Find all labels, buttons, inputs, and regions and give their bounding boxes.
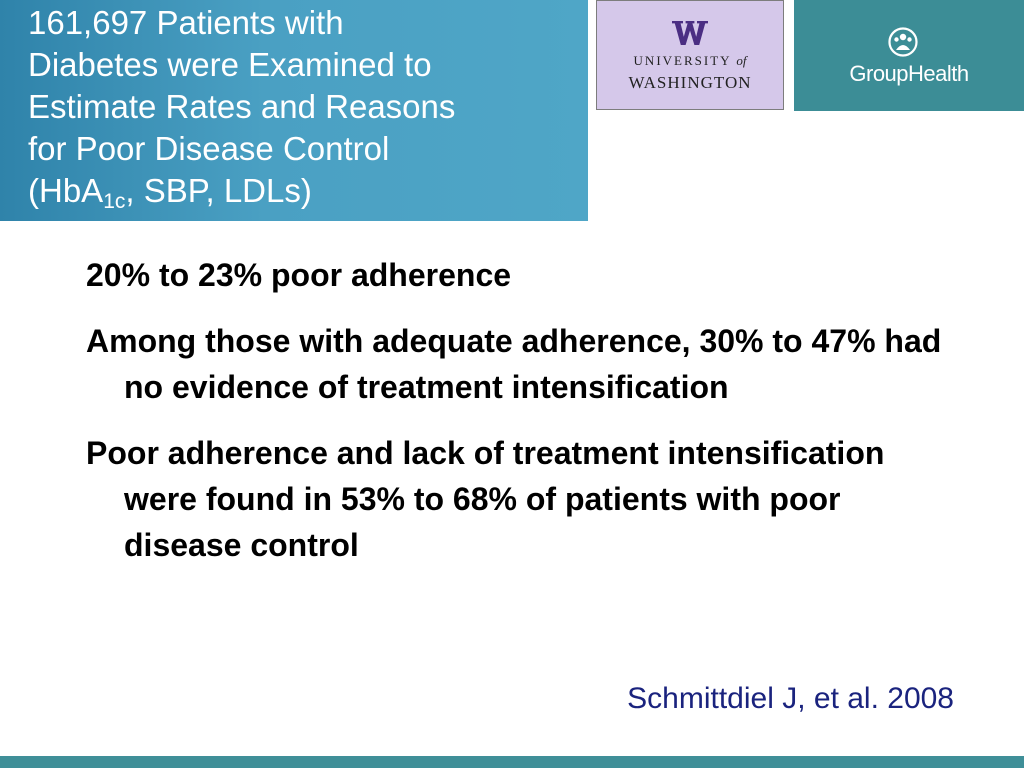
- uw-wordmark-line2: WASHINGTON: [628, 73, 752, 92]
- uw-of-text: of: [736, 53, 747, 68]
- uw-w-mark-icon: [597, 21, 783, 50]
- uw-university-text: UNIVERSITY: [633, 53, 732, 68]
- bullet-list: [86, 252, 966, 588]
- uw-wordmark-line1: [597, 53, 783, 69]
- bullet-item: Poor adherence and lack of treatment intensification were found in 53% to 68% of patients with poor disease control: [86, 435, 885, 563]
- bullet-item: Among those with adequate adherence, 30% to 47% had no evidence of treatment intensification: [86, 323, 942, 405]
- title-panel: [0, 0, 588, 221]
- title-text-segment: (HbA: [28, 172, 104, 209]
- title-line: [28, 170, 583, 212]
- title-line: Diabetes were Examined to: [28, 46, 432, 83]
- university-of-washington-logo: [596, 0, 784, 110]
- title-line: 161,697 Patients with: [28, 4, 344, 41]
- title-text-segment: , SBP, LDLs): [125, 172, 312, 209]
- bullet-item: 20% to 23% poor adherence: [86, 257, 512, 293]
- citation: Schmittdiel J, et al. 2008: [627, 682, 954, 715]
- title-subscript: 1c: [103, 190, 126, 213]
- title-line: for Poor Disease Control: [28, 130, 390, 167]
- grouphealth-wordmark: GroupHealth: [849, 61, 969, 86]
- slide-title: [28, 2, 583, 212]
- title-line: Estimate Rates and Reasons: [28, 88, 456, 125]
- grouphealth-emblem-icon: [886, 27, 920, 62]
- footer-bar: [0, 756, 1024, 768]
